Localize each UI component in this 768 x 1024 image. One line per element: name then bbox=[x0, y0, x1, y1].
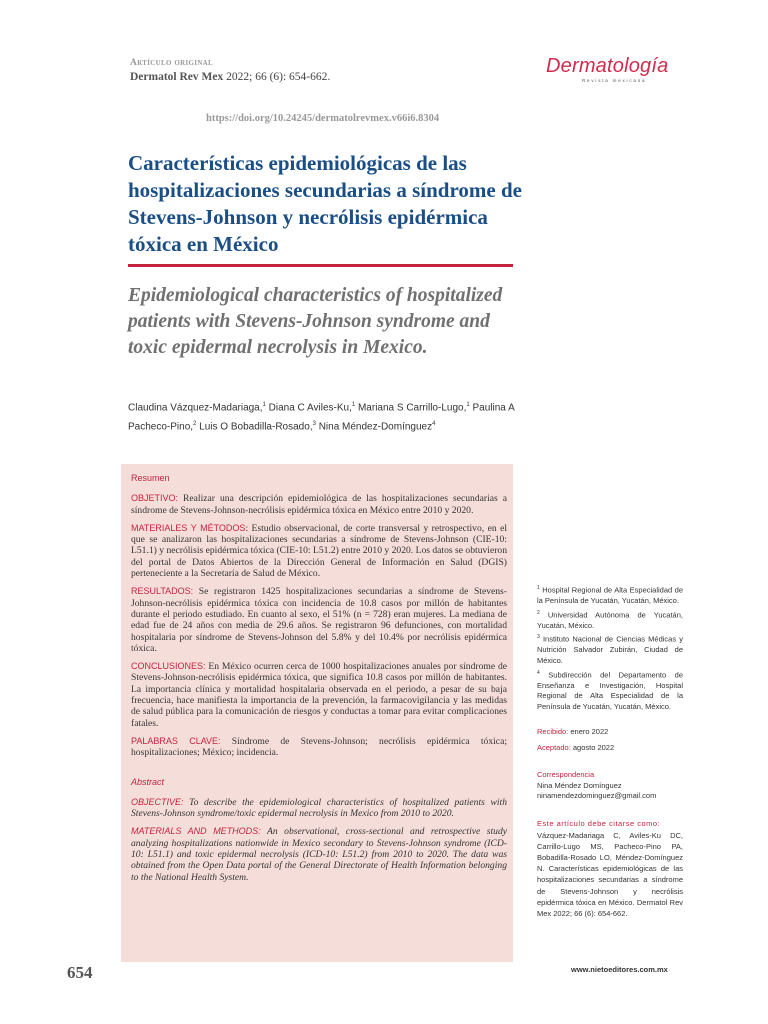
affiliation-item bbox=[537, 583, 683, 607]
resumen-paragraph bbox=[131, 586, 507, 654]
author-name: Mariana S Carrillo-Lugo, bbox=[355, 402, 467, 414]
citation-label: Este artículo debe citarse como: bbox=[537, 819, 661, 828]
author-affiliation-mark: 1 bbox=[262, 402, 266, 408]
abstract-section-label: MATERIALS AND METHODS: bbox=[131, 826, 261, 837]
resumen-section-label: MATERIALES Y MÉTODOS bbox=[131, 522, 246, 533]
author-list bbox=[128, 397, 516, 436]
author-name: Nina Méndez-Domínguez bbox=[315, 421, 433, 433]
abstract-content bbox=[131, 473, 507, 890]
abstract-heading: Abstract bbox=[131, 776, 165, 787]
citation-text: Vázquez-Madariaga C, Aviles-Ku DC, Carrillo-Lugo MS, Pacheco-Pino PA, Bobadilla-Rosado LO, Méndez-Domínguez N. Características epidemiológicas de las hospitalizaciones secundarias a síndrome de Stevens-Johnson y necrólisis epidérmica tóxica en México. Dermatol Rev Mex 2022; 66 (6): 654-662. bbox=[537, 831, 683, 918]
author-affiliation-mark: 2 bbox=[193, 421, 197, 428]
affiliation-mark: 1 bbox=[537, 585, 540, 591]
resumen-heading: Resumen bbox=[131, 473, 170, 483]
author-name: Diana C Aviles-Ku, bbox=[265, 402, 352, 414]
correspondence-label: Correspondencia bbox=[537, 770, 595, 779]
resumen-paragraph bbox=[131, 523, 507, 579]
title-english: Epidemiological characteristics of hospitalized patients with Stevens-Johnson syndrome and toxic epidermal necrolysis in Mexico. bbox=[128, 285, 503, 358]
resumen-section-text: Síndrome de Stevens-Johnson; necrólisis epidérmica tóxica; hospitalizaciones; México; incidencia. bbox=[131, 735, 507, 759]
affiliation-item bbox=[537, 608, 683, 632]
resumen-paragraph bbox=[131, 493, 507, 516]
abstract-section-label: OBJECTIVE: bbox=[131, 796, 184, 807]
correspondence-email[interactable]: ninamendezdominguez@gmail.com bbox=[537, 791, 657, 801]
affiliation-item bbox=[537, 668, 683, 713]
author-name: Paulina A Pacheco-Pino, bbox=[128, 402, 515, 433]
resumen-section-label: OBJETIVO: bbox=[131, 493, 179, 504]
resumen-paragraph bbox=[131, 736, 507, 759]
resumen-section-label: RESULTADOS: bbox=[131, 586, 194, 597]
author-name: Luis O Bobadilla-Rosado, bbox=[196, 421, 313, 433]
abstract-sections bbox=[131, 797, 507, 883]
resumen-section-text: En México ocurren cerca de 1000 hospitalizaciones anuales por síndrome de Stevens-Johnson-necrólisis epidérmica tóxica, que significa 10.8 casos por millón de habitantes. La importancia clínica y mortalidad hospitalaria observada en el periodo, a pesar de su baja frecuencia, hace manifiesta la importancia de la prevención, la farmacovigilancia y las medidas de salud pública para la comunicación de riesgos y conductas a tomar para evitar complicaciones fatales. bbox=[131, 661, 507, 729]
journal-citation: 2022; 66 (6): 654-662. bbox=[223, 71, 331, 83]
affiliation-text: Hospital Regional de Alta Especialidad de la Península de Yucatán, Yucatán, México. bbox=[537, 585, 683, 606]
citation-block bbox=[537, 818, 683, 919]
title-spanish: Características epidemiológicas de las hospitalizaciones secundarias a síndrome de Stevens-Johnson y necrólisis epidérmica tóxica en México bbox=[128, 151, 522, 256]
journal-name: Dermatol Rev Mex bbox=[130, 71, 224, 83]
resumen-section-text: Realizar una descripción epidemiológica de las hospitalizaciones secundarias a síndrome de Stevens-Johnson-necrólisis epidérmica tóxica en México entre 2010 y 2020. bbox=[131, 493, 507, 516]
page-number: 654 bbox=[67, 963, 93, 982]
resumen-sections bbox=[131, 493, 507, 758]
affiliation-text: Universidad Autónoma de Yucatán, Yucatán, México. bbox=[537, 610, 683, 630]
journal-brand-subtitle: Revista mexicana bbox=[582, 78, 647, 83]
received-date bbox=[537, 727, 683, 738]
author-affiliation-mark: 1 bbox=[351, 402, 356, 408]
author-affiliation-mark: 4 bbox=[432, 421, 436, 428]
accepted-label: Aceptado: bbox=[537, 743, 571, 752]
resumen-paragraph bbox=[131, 661, 507, 729]
affiliation-mark: 3 bbox=[537, 634, 540, 641]
author-affiliation-mark: 3 bbox=[312, 421, 316, 428]
correspondence bbox=[537, 770, 683, 802]
journal-reference bbox=[130, 71, 330, 83]
journal-brand-logo: Dermatología bbox=[546, 55, 669, 77]
title-divider bbox=[128, 264, 513, 267]
abstract-paragraph bbox=[131, 826, 507, 882]
affiliation-text: Subdirección del Departamento de Enseñanza e Investigación, Hospital Regional de Alta Especialidad de la Península de Yucatán, Yucatán, México. bbox=[537, 670, 683, 711]
abstract-paragraph bbox=[131, 797, 507, 820]
affiliation-mark: 2 bbox=[537, 609, 540, 616]
resumen-section-text: Se registraron 1425 hospitalizaciones secundarias a síndrome de Stevens-Johnson-necrólisis epidérmica tóxica con incidencia de 10.8 casos por millón de habitantes durante el periodo estudiado. En cuanto al sexo, el 51% (n = 728) eran mujeres. La mediana de edad fue de 24 años con media de 29.6 años. Se registraron 96 defunciones, con mortalidad hospitalaria por síndrome de Stevens-Johnson del 5.8% y del 10.4% por necrólisis epidérmica tóxica. bbox=[131, 586, 507, 654]
resumen-section-label: CONCLUSIONES: bbox=[131, 661, 206, 672]
resumen-section-label: PALABRAS CLAVE: bbox=[131, 735, 221, 746]
accepted-value: agosto 2022 bbox=[570, 743, 615, 752]
author-name: Claudina Vázquez-Madariaga, bbox=[128, 402, 263, 414]
abstract-section-text: An observational, cross-sectional and retrospective study analyzing hospitalizations nationwide in Mexico secondary to Stevens-Johnson syndrome (ICD-10: L51.1) and toxic epidermal necrolysis (ICD-10: L51.2) from 2010 to 2020. The data was obtained from the Open Data portal of the General Directorate of Health Information belonging to the National Health System. bbox=[131, 826, 508, 883]
received-value: enero 2022 bbox=[568, 727, 609, 736]
article-type: Artículo original bbox=[130, 58, 213, 68]
received-label: Recibido: bbox=[537, 727, 569, 736]
affiliation-item bbox=[537, 632, 683, 666]
correspondence-name: Nina Méndez Domínguez bbox=[537, 780, 622, 790]
doi-link[interactable]: https://doi.org/10.24245/dermatolrevmex.v66i6.8304 bbox=[206, 113, 440, 124]
accepted-date bbox=[537, 743, 683, 754]
publisher-website[interactable]: www.nietoeditores.com.mx bbox=[571, 965, 668, 974]
affiliation-mark: 4 bbox=[537, 669, 540, 676]
resumen-section-text: : Estudio observacional, de corte transversal y retrospectivo, en el que se analizaron las hospitalizaciones secundarias a síndrome de Stevens-Johnson (CIE-10: L51.1) y necrólisis epidérmica tóxica (CIE-10: L51.2) entre 2010 y 2020. Los datos se obtuvieron del portal de Datos Abiertos de la Dirección General de Información en Salud (DGIS) perteneciente a la Secretaría de Salud de México. bbox=[131, 522, 507, 580]
affiliations bbox=[537, 583, 683, 714]
author-affiliation-mark: 1 bbox=[466, 402, 470, 408]
abstract-section-text: To describe the epidemiological characteristics of hospitalized patients with Stevens-Johnson syndrome/toxic epidermal necrolysis in Mexico from 2010 to 2020. bbox=[131, 796, 507, 820]
affiliation-text: Instituto Nacional de Ciencias Médicas y Nutrición Salvador Zubirán, Ciudad de México. bbox=[537, 634, 683, 666]
